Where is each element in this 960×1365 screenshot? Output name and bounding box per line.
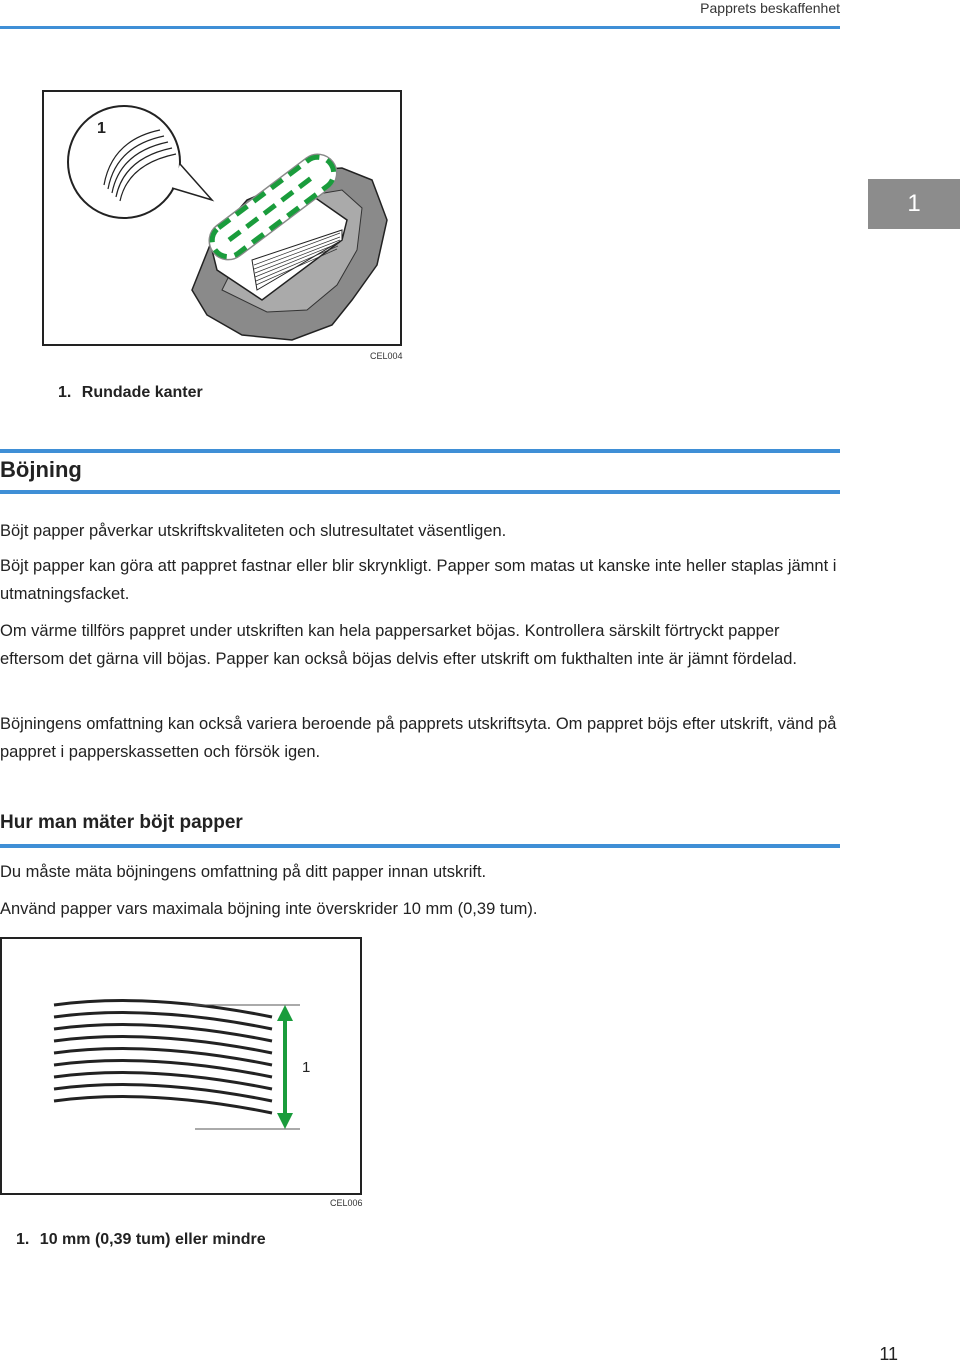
caption-text: Rundade kanter	[81, 384, 203, 401]
caption-text: 10 mm (0,39 tum) eller mindre	[39, 1231, 266, 1248]
figure-caption	[16, 1231, 266, 1249]
paragraph: Böjt papper kan göra att pappret fastnar eller blir skrynkligt. Papper som matas ut kanske inte heller staplas jämnt i utmatningsfacket.	[0, 557, 837, 603]
figure-curl-measurement	[0, 937, 362, 1195]
caption-number: 1.	[58, 384, 72, 401]
section-rule-top	[0, 449, 840, 453]
section-rule-bottom	[0, 490, 840, 494]
figure-rounded-edges	[42, 90, 402, 346]
paragraph: Om värme tillförs pappret under utskriften kan hela pappersarket böjas. Kontrollera särskilt förtryckt papper eftersom det gärna vill böjas. Papper kan också böjas delvis efter utskrift om fukthalten inte är jämnt fördelad.	[0, 622, 797, 668]
callout-1: 1	[302, 1059, 311, 1076]
paragraph: Böjt papper påverkar utskriftskvaliteten och slutresultatet väsentligen.	[0, 522, 507, 540]
paragraph: Du måste mäta böjningens omfattning på ditt papper innan utskrift.	[0, 863, 487, 881]
running-header: Papprets beskaffenhet	[700, 0, 840, 16]
paragraph: Böjningens omfattning kan också variera beroende på papprets utskriftsyta. Om pappret böjs efter utskrift, vänd på pappret i papperskassetten och försök igen.	[0, 715, 837, 761]
figure-code: CEL006	[330, 1198, 363, 1208]
subsection-rule	[0, 844, 840, 848]
caption-number: 1.	[16, 1231, 30, 1248]
magnifier-circle	[68, 106, 180, 218]
header-rule	[0, 26, 840, 29]
chapter-tab: 1	[868, 179, 960, 229]
figure-code: CEL004	[370, 351, 403, 361]
figure-caption	[58, 384, 203, 402]
section-title: Böjning	[0, 457, 82, 482]
paragraph: Använd papper vars maximala böjning inte överskrider 10 mm (0,39 tum).	[0, 900, 538, 918]
page-number: 11	[879, 1344, 898, 1364]
subsection-title: Hur man mäter böjt papper	[0, 812, 243, 833]
callout-1: 1	[97, 120, 106, 137]
